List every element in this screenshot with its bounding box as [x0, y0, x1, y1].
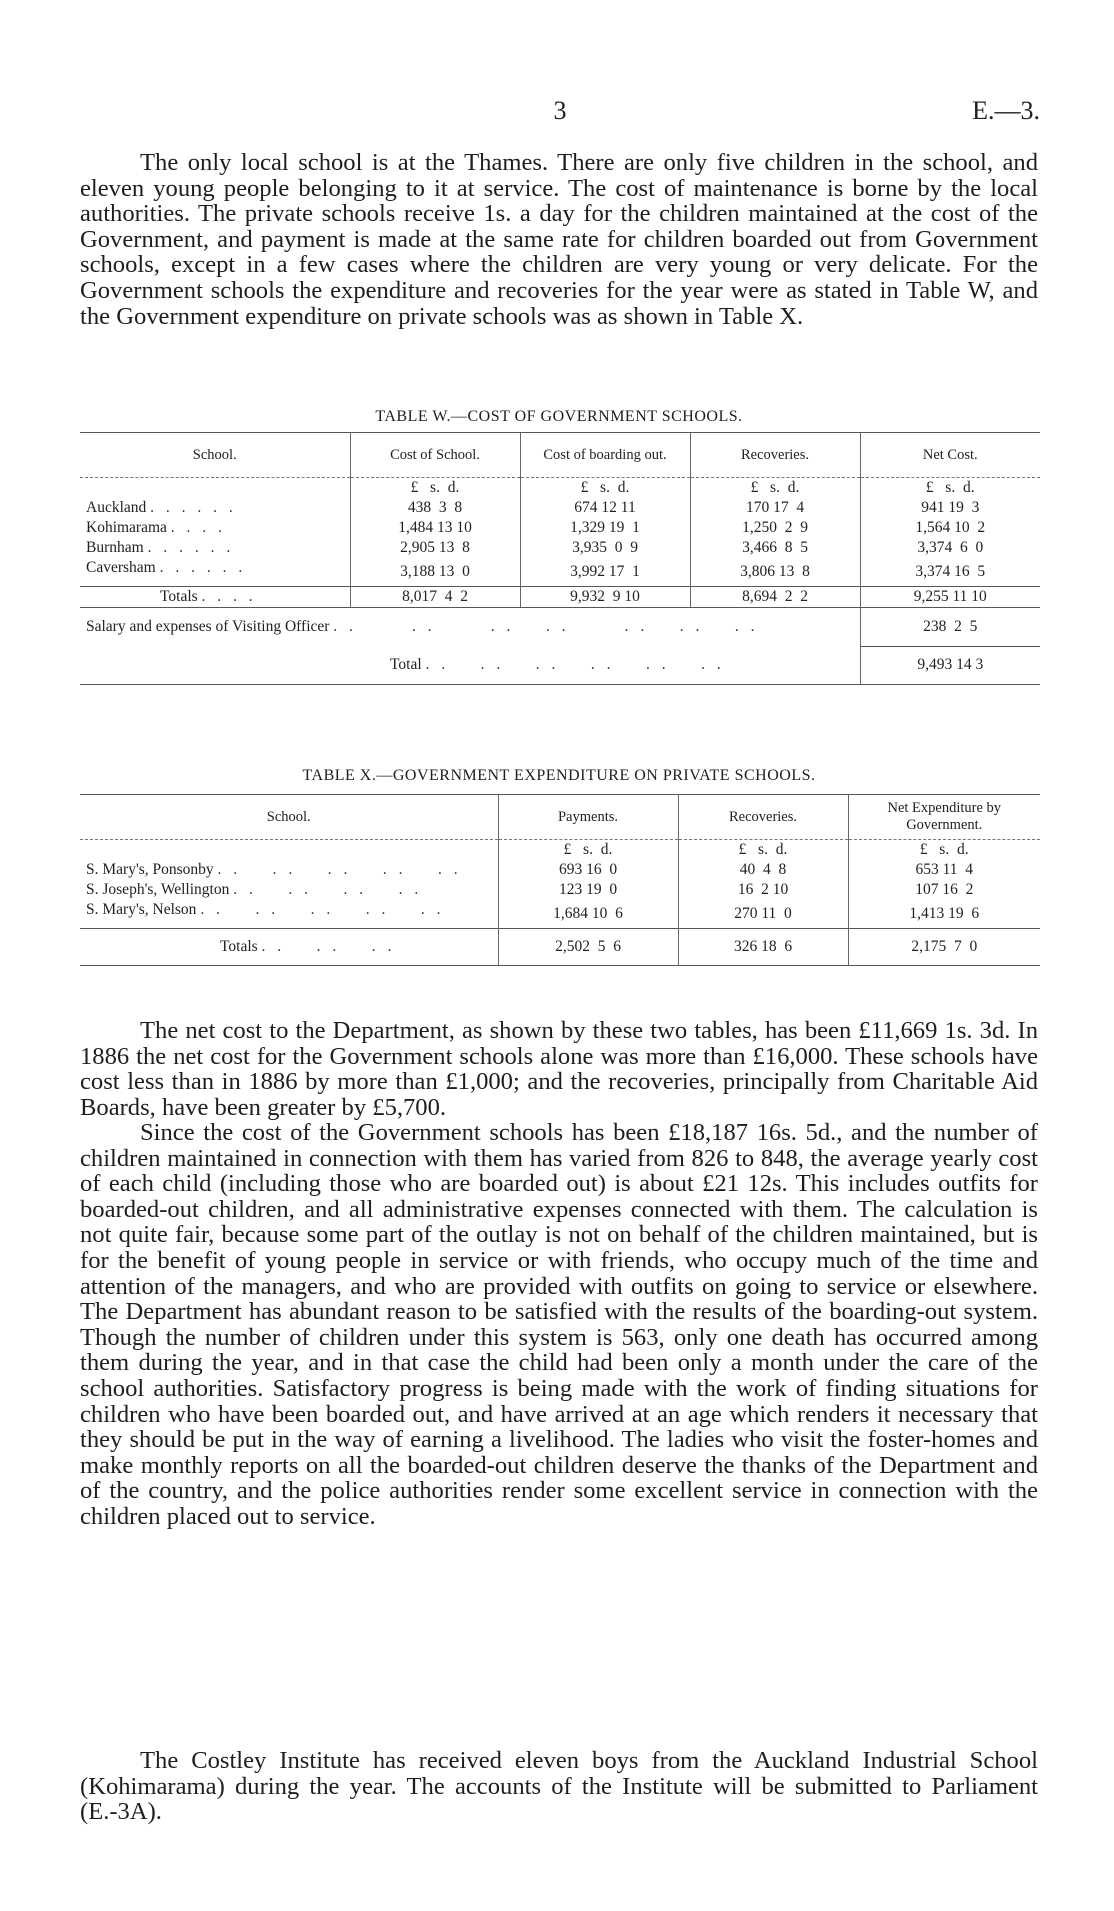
totals-label: Totals	[220, 938, 258, 955]
leader-dots: . . . . . . . . . .	[200, 901, 445, 918]
net-cost-cell: 941 19 3	[860, 498, 1040, 518]
boarding-cell: 3,935 0 9	[520, 538, 690, 558]
leader-dots: . . . . . . . .	[233, 881, 423, 898]
unit-label: £ s. d.	[860, 478, 1040, 499]
leader-dots: . . . . . .	[150, 499, 237, 516]
salary-label: Salary and expenses of Visiting Officer	[86, 618, 330, 635]
table-row	[80, 900, 1040, 929]
table-w-caption: TABLE W.—COST OF GOVERNMENT SCHOOLS.	[375, 408, 743, 425]
column-header-payments: Payments.	[498, 795, 678, 840]
table-row	[80, 880, 1040, 900]
recoveries-cell: 40 4 8	[678, 860, 848, 880]
column-header-recoveries: Recoveries.	[690, 433, 860, 478]
page-header	[80, 96, 1040, 130]
leader-dots: . . . . . .	[159, 559, 247, 576]
school-name: Kohimarama	[86, 519, 167, 536]
total-net-cost-cell: 9,255 11 10	[860, 587, 1040, 608]
total-net-expenditure-cell: 2,175 7 0	[848, 929, 1040, 966]
table-row	[80, 860, 1040, 880]
total-boarding-cell: 9,932 9 10	[520, 587, 690, 608]
column-header-recoveries: Recoveries.	[678, 795, 848, 840]
paragraph-costley-institute: The Costley Institute has received eleven boys from the Auckland Industrial School (Kohimarama) during the year. The accounts of the Institute will be submitted to Parliament (E.-3A).	[80, 1747, 1038, 1826]
document-code: E.—3.	[972, 96, 1040, 125]
net-expenditure-cell: 653 11 4	[848, 860, 1040, 880]
leader-dots: . . . . . . . . . .	[217, 861, 462, 878]
net-cost-cell: 3,374 16 5	[860, 558, 1040, 587]
payments-cell: 693 16 0	[498, 860, 678, 880]
total-recoveries-cell: 8,694 2 2	[690, 587, 860, 608]
totals-label: Totals	[160, 588, 198, 605]
cost-cell: 1,484 13 10	[350, 518, 520, 538]
table-row	[80, 558, 1040, 587]
paragraph-intro: The only local school is at the Thames. There are only five children in the school, and eleven young people belonging to it at service. The cost of maintenance is borne by the local authorities. The private schools receive 1s. a day for the children maintained at the cost of the Government, and payment is made at the same rate for children boarded out from Government schools, except in a few cases where the children are very young or very delicate. For the Government schools the expenditure and recoveries for the year were as stated in Table W, and the Government expenditure on private schools was as shown in Table X.	[80, 149, 1038, 330]
net-cost-cell: 1,564 10 2	[860, 518, 1040, 538]
leader-dots: . . . .	[170, 519, 226, 536]
net-cost-cell: 3,374 6 0	[860, 538, 1040, 558]
unit-label: £ s. d.	[690, 478, 860, 499]
table-x-caption: TABLE X.—GOVERNMENT EXPENDITURE ON PRIVATE SCHOOLS.	[302, 767, 816, 784]
table-x	[80, 794, 1040, 966]
recoveries-cell: 1,250 2 9	[690, 518, 860, 538]
school-name: S. Mary's, Ponsonby	[86, 861, 214, 878]
leader-dots: . . . . . . . . . . . .	[425, 656, 725, 673]
recoveries-cell: 3,806 13 8	[690, 558, 860, 587]
table-row	[80, 518, 1040, 538]
school-name: S. Joseph's, Wellington	[86, 881, 230, 898]
page-number: 3	[553, 96, 567, 125]
boarding-cell: 1,329 19 1	[520, 518, 690, 538]
table-header-row	[80, 433, 1040, 478]
salary-row	[80, 608, 1040, 647]
cost-cell: 3,188 13 0	[350, 558, 520, 587]
payments-cell: 123 19 0	[498, 880, 678, 900]
currency-units-row	[80, 840, 1040, 861]
total-payments-cell: 2,502 5 6	[498, 929, 678, 966]
total-cost-cell: 8,017 4 2	[350, 587, 520, 608]
column-header-school: School.	[80, 795, 498, 840]
table-w	[80, 432, 1040, 685]
leader-dots: . . . .	[201, 588, 257, 605]
cost-cell: 438 3 8	[350, 498, 520, 518]
recoveries-cell: 270 11 0	[678, 900, 848, 929]
leader-dots: . . . . . .	[261, 938, 396, 955]
recoveries-cell: 16 2 10	[678, 880, 848, 900]
currency-units-row	[80, 478, 1040, 499]
school-name: S. Mary's, Nelson	[86, 901, 197, 918]
column-header-net-cost: Net Cost.	[860, 433, 1040, 478]
unit-label: £ s. d.	[848, 840, 1040, 861]
unit-label: £ s. d.	[678, 840, 848, 861]
unit-label: £ s. d.	[520, 478, 690, 499]
boarding-cell: 674 12 11	[520, 498, 690, 518]
table-row	[80, 498, 1040, 518]
leader-dots: . . . . . . . . . . . . . .	[333, 618, 759, 635]
leader-dots: . . . . . .	[147, 539, 235, 556]
totals-row	[80, 929, 1040, 966]
school-name: Burnham	[86, 539, 144, 556]
salary-net-cell: 238 2 5	[860, 608, 1040, 647]
grand-total-label: Total	[390, 656, 422, 673]
column-header-school: School.	[80, 433, 350, 478]
paragraph-net-cost: The net cost to the Department, as shown by these two tables, has been £11,669 1s. 3d. In 1886 the net cost for the Government schools alone was more than £16,000. These schools have cost less than in 1886 by more than £1,000; and the recoveries, principally from Charitable Aid Boards, have been greater by £5,700.	[80, 1017, 1038, 1121]
school-name: Auckland	[86, 499, 147, 516]
net-expenditure-cell: 107 16 2	[848, 880, 1040, 900]
grand-total-net-cell: 9,493 14 3	[860, 646, 1040, 685]
table-row	[80, 538, 1040, 558]
totals-row	[80, 587, 1040, 608]
recoveries-cell: 3,466 8 5	[690, 538, 860, 558]
column-header-cost-of-boarding-out: Cost of boarding out.	[520, 433, 690, 478]
column-header-cost-of-school: Cost of School.	[350, 433, 520, 478]
net-expenditure-cell: 1,413 19 6	[848, 900, 1040, 929]
recoveries-cell: 170 17 4	[690, 498, 860, 518]
payments-cell: 1,684 10 6	[498, 900, 678, 929]
school-name: Caversham	[86, 559, 156, 576]
unit-label: £ s. d.	[498, 840, 678, 861]
unit-label: £ s. d.	[350, 478, 520, 499]
grand-total-row	[80, 646, 1040, 685]
column-header-net-expenditure: Net Expenditure by Government.	[848, 795, 1040, 840]
table-header-row	[80, 795, 1040, 840]
boarding-cell: 3,992 17 1	[520, 558, 690, 587]
total-recoveries-cell: 326 18 6	[678, 929, 848, 966]
cost-cell: 2,905 13 8	[350, 538, 520, 558]
paragraph-average-cost: Since the cost of the Government schools has been £18,187 16s. 5d., and the number of children maintained in connection with them has varied from 826 to 848, the average yearly cost of each child (including those who are boarded out) is about £21 12s. This includes outfits for boarded-out children, and all administrative expenses connected with them. The calculation is not quite fair, because some part of the outlay is not on behalf of the children maintained, but is for the benefit of young people in service or with friends, who occupy much of the time and attention of the managers, and who are provided with outfits on going to service or elsewhere. The Department has abundant reason to be satisfied with the results of the boarding-out system. Though the number of children under this system is 563, only one death has occurred among them during the year, and in that case the child had been only a month under the care of the school authorities. Satisfactory progress is being made with the work of finding situations for children who have been boarded out, and have arrived at an age which renders it necessary that they should be put in the way of earning a livelihood. The ladies who visit the foster-homes and make monthly reports on all the boarded-out children deserve the thanks of the Department and of the country, and the police authorities render some excellent service in connection with the children placed out to service.	[80, 1119, 1038, 1530]
